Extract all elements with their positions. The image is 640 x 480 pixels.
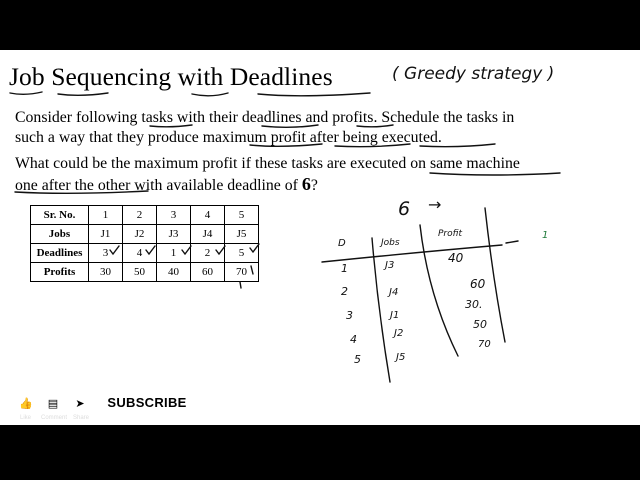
header-arrow: → — [428, 195, 442, 214]
table-cell: 70 — [225, 263, 259, 282]
row-header: Sr. No. — [31, 206, 89, 225]
profit-value: 40 — [448, 251, 464, 265]
table-cell: 5 — [225, 244, 259, 263]
video-bottom-bar — [0, 425, 640, 480]
table-cell: J2 — [123, 225, 157, 244]
problem-line-3: What could be the maximum profit if these tasks are executed on same machine — [15, 155, 520, 172]
row-header: Profits — [31, 263, 89, 282]
comment-icon: ▤ — [47, 396, 59, 410]
table-row — [31, 206, 259, 225]
comment-label: Comment — [41, 415, 68, 421]
table-cell: 2 — [191, 244, 225, 263]
table-cell: 3 — [89, 244, 123, 263]
video-top-bar — [0, 0, 640, 50]
problem-line-4-suffix: ? — [310, 177, 318, 194]
table-cell: 4 — [191, 206, 225, 225]
job-value: J3 — [385, 260, 395, 271]
table-cell: J1 — [89, 225, 123, 244]
grid-line — [420, 225, 458, 356]
row-header: Deadlines — [31, 244, 89, 263]
table-cell: 3 — [157, 206, 191, 225]
subscribe-button[interactable]: SUBSCRIBE — [100, 392, 194, 412]
jobs-table — [30, 205, 259, 282]
table-cell: 4 — [123, 244, 157, 263]
like-label: Like — [20, 415, 32, 421]
right-note: 1 — [542, 230, 549, 241]
comment-button[interactable] — [42, 392, 64, 414]
underline-stroke — [430, 173, 560, 175]
table-cell: 5 — [225, 206, 259, 225]
table-cell: 40 — [157, 263, 191, 282]
title-annotation: ( Greedy strategy ) — [392, 64, 555, 84]
profit-value: 50 — [473, 318, 487, 331]
d-value: 3 — [346, 309, 353, 322]
problem-line-1: Consider following tasks with their deadlines and profits. Schedule the tasks in — [15, 109, 515, 126]
slide-title: Job Sequencing with Deadlines — [9, 62, 333, 91]
d-value: 4 — [350, 333, 357, 346]
problem-line-2: such a way that they produce maximum profit after being executed. — [15, 129, 442, 146]
deadline-value: 6 — [301, 174, 311, 194]
share-label: Share — [73, 415, 90, 421]
header-num: 6 — [398, 198, 411, 220]
job-value: J5 — [396, 352, 406, 363]
share-button[interactable] — [69, 392, 91, 414]
col-profit-label: Profit — [438, 229, 462, 239]
table-cell: 2 — [123, 206, 157, 225]
underline-stroke — [192, 93, 228, 96]
table-row — [31, 263, 259, 282]
profit-value: 30. — [465, 298, 483, 311]
table-cell: 1 — [157, 244, 191, 263]
col-jobs-label: Jobs — [381, 238, 400, 248]
thumbs-up-icon: 👍 — [19, 396, 33, 410]
job-value: J2 — [394, 328, 404, 339]
underline-stroke — [10, 92, 42, 94]
grid-line — [485, 208, 505, 342]
grid-line — [506, 241, 518, 243]
profit-value: 60 — [470, 277, 486, 291]
table-row — [31, 244, 259, 263]
tick-stroke — [240, 282, 241, 288]
underline-stroke — [58, 93, 108, 95]
col-d-label: D — [338, 238, 346, 249]
d-value: 2 — [341, 285, 348, 298]
job-value: J1 — [390, 310, 400, 321]
share-arrow-icon: ➤ — [75, 396, 85, 410]
problem-line-4-prefix: one after the other with available deadline of — [15, 177, 302, 194]
d-value: 1 — [341, 262, 348, 275]
grid-line — [372, 238, 390, 382]
profit-value: 70 — [478, 339, 491, 350]
grid-line — [322, 245, 502, 262]
table-cell: J3 — [157, 225, 191, 244]
table-row — [31, 225, 259, 244]
table-cell: 1 — [89, 206, 123, 225]
table-cell: 50 — [123, 263, 157, 282]
table-cell: 30 — [89, 263, 123, 282]
like-button[interactable] — [15, 392, 37, 414]
row-header: Jobs — [31, 225, 89, 244]
slide-canvas — [0, 50, 640, 425]
underline-stroke — [258, 93, 370, 96]
table-cell: J4 — [191, 225, 225, 244]
problem-line-4 — [15, 174, 318, 195]
table-cell: 60 — [191, 263, 225, 282]
job-value: J4 — [389, 287, 399, 298]
d-value: 5 — [354, 353, 361, 366]
table-cell: J5 — [225, 225, 259, 244]
